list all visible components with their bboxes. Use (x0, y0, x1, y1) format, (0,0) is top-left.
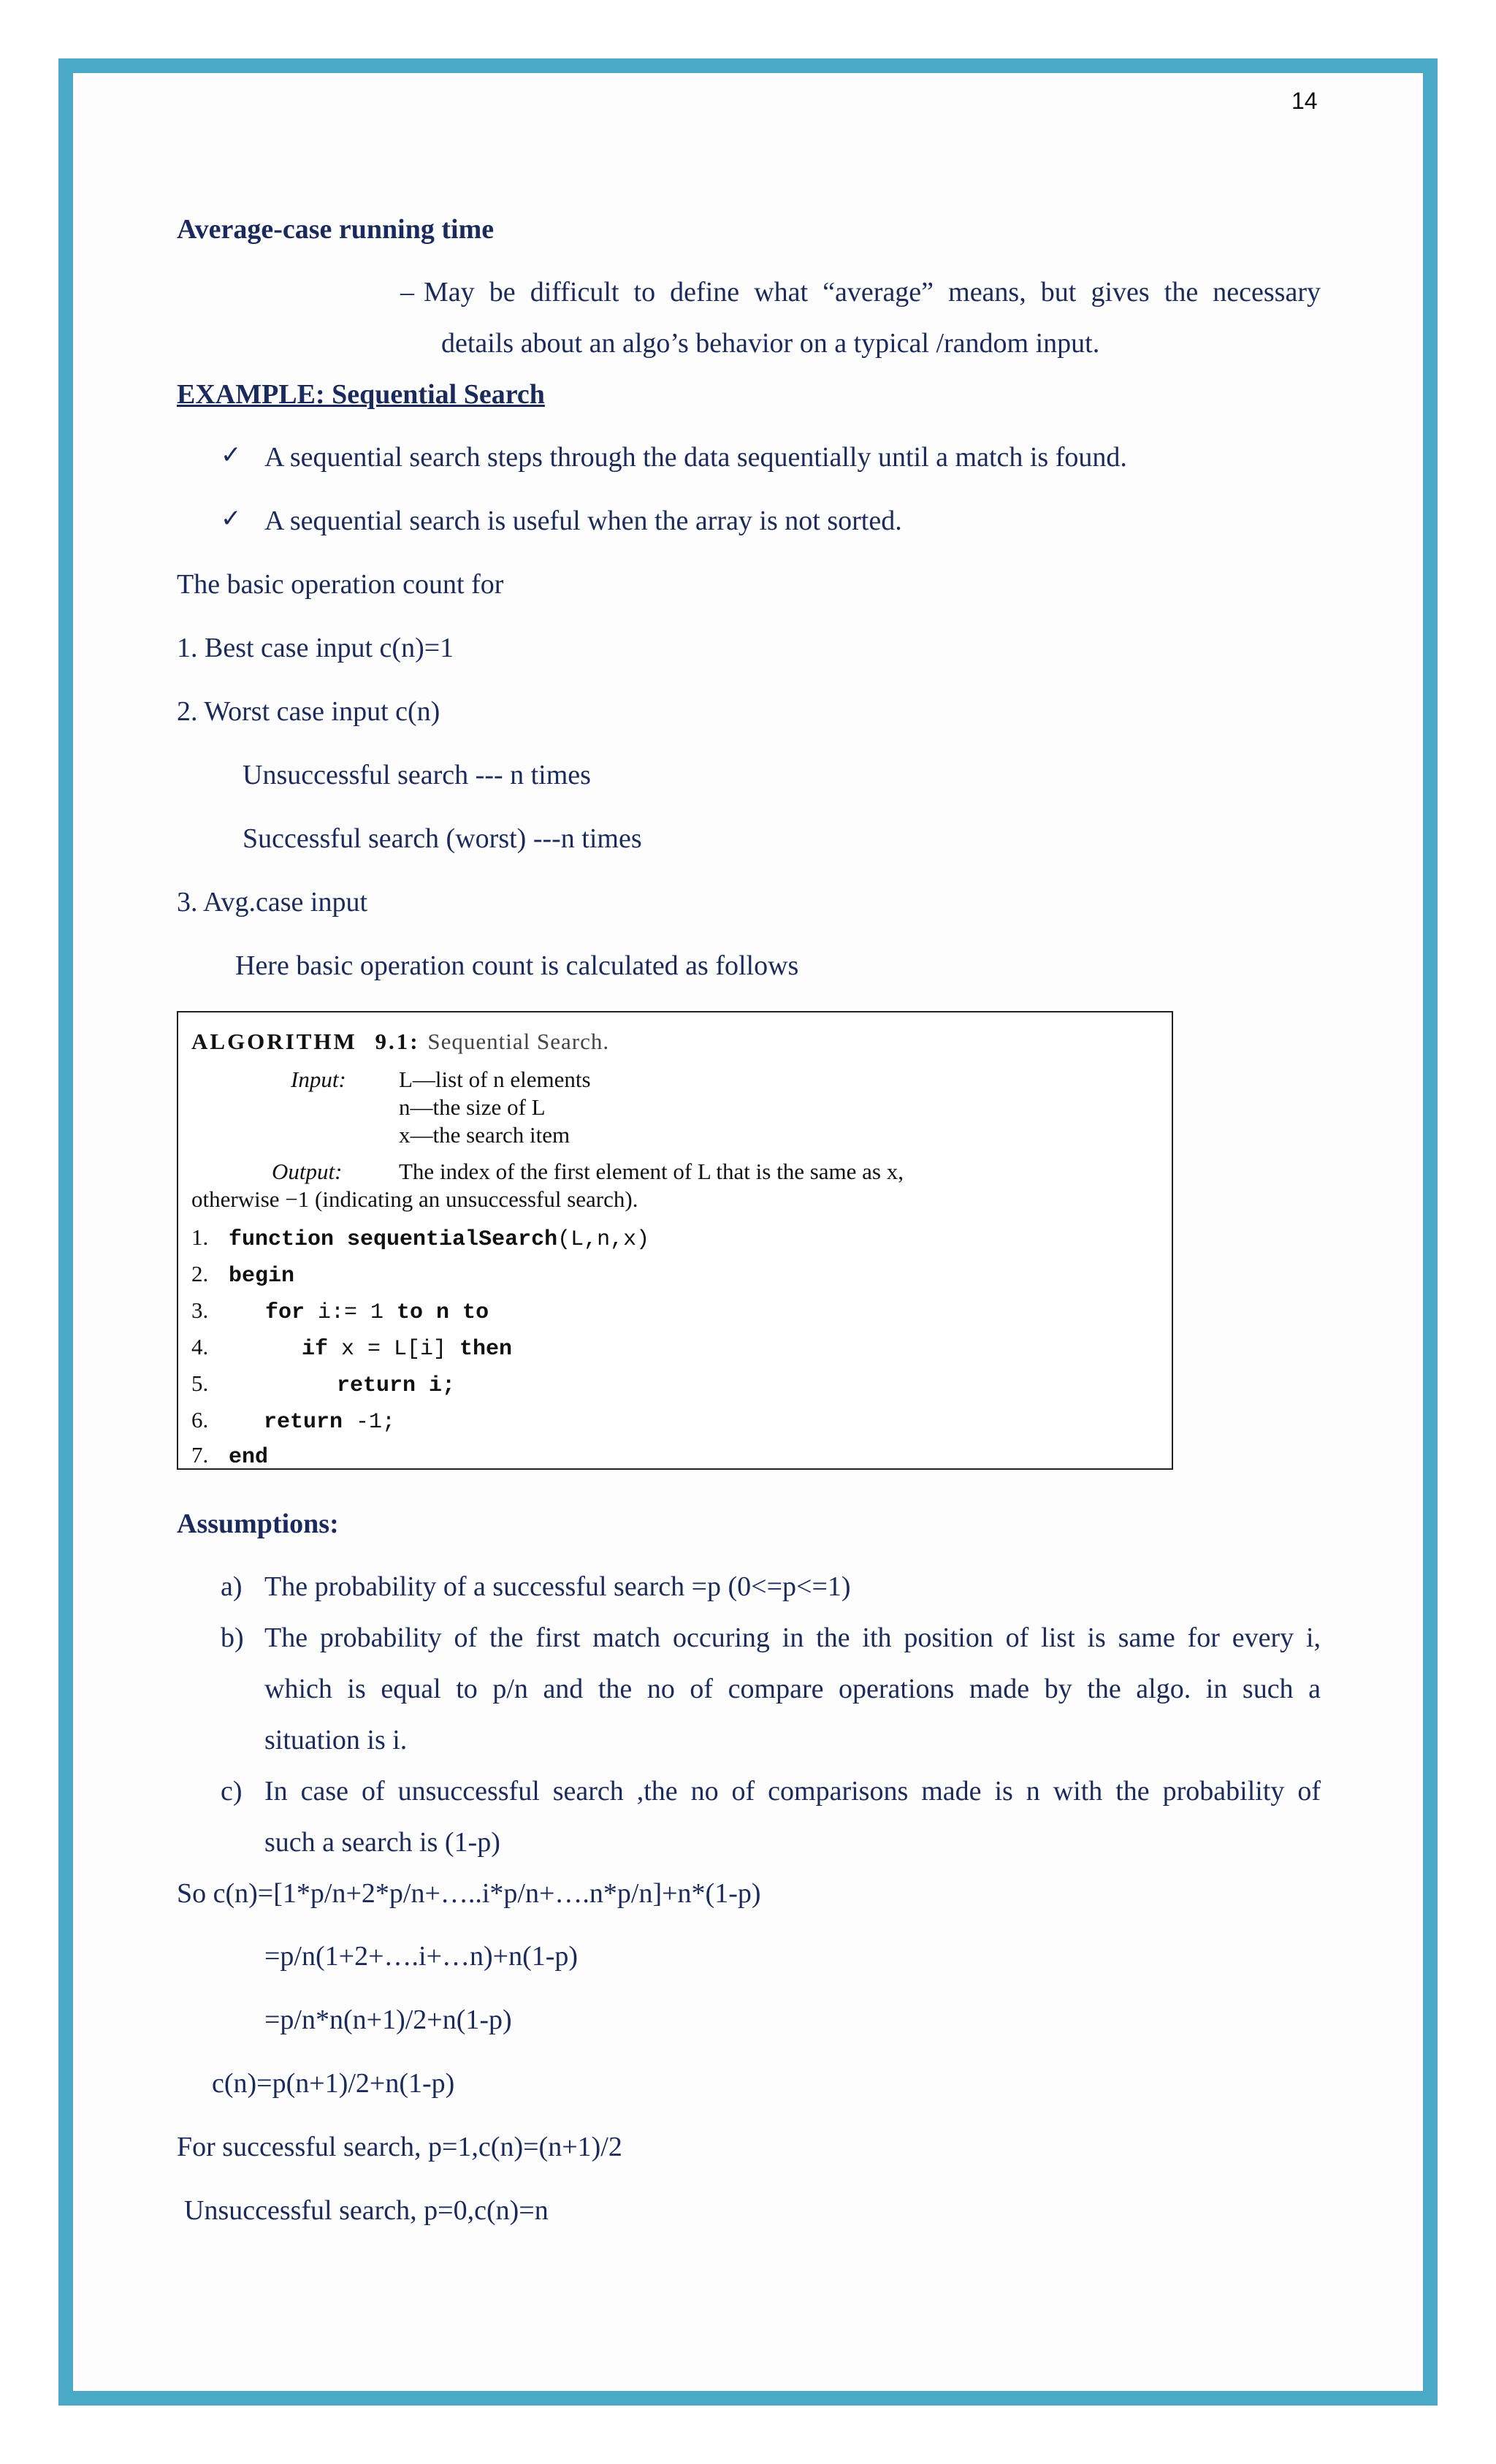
input-line-3: x—the search item (399, 1122, 570, 1148)
avg-case: 3. Avg.case input (177, 887, 368, 918)
assumption-b-line2: which is equal to p/n and the no of compare operations made by the algo. in such a (264, 1674, 1321, 1704)
basic-intro: The basic operation count for (177, 569, 504, 600)
worst-case: 2. Worst case input c(n) (177, 696, 440, 727)
bullet-dash: – (400, 277, 414, 308)
list-marker-b: b) (221, 1622, 244, 1653)
algorithm-name: Sequential Search. (427, 1029, 610, 1054)
code-line (191, 1261, 294, 1289)
code-tail: to n to (397, 1300, 489, 1325)
assumption-c-line2: such a search is (1-p) (264, 1827, 500, 1858)
code-text: -1; (343, 1410, 396, 1435)
assumption-a: The probability of a successful search =p (0<=p<=1) (264, 1571, 851, 1602)
line-number: 7. (191, 1442, 209, 1468)
section-heading: Average-case running time (177, 214, 495, 245)
bullet-text-line2: details about an algo’s behavior on a typical /random input. (441, 328, 1100, 359)
best-case: 1. Best case input c(n)=1 (177, 633, 454, 663)
derivation-result: c(n)=p(n+1)/2+n(1-p) (212, 2068, 455, 2099)
assumptions-heading: Assumptions: (177, 1508, 339, 1539)
code-text: i:= 1 (305, 1300, 397, 1325)
assumption-b-line3: situation is i. (264, 1725, 408, 1755)
code-keyword: for (265, 1300, 305, 1325)
code-keyword: begin (229, 1264, 295, 1289)
check-item-2: A sequential search is useful when the array is not sorted. (264, 506, 902, 536)
code-line (191, 1442, 268, 1470)
output-line-2: otherwise −1 (indicating an unsuccessful search). (191, 1186, 638, 1212)
code-text: x = L[i] (328, 1337, 460, 1362)
successful-result: For successful search, p=1,c(n)=(n+1)/2 (177, 2132, 622, 2162)
code-keyword: function (229, 1227, 335, 1252)
derivation-line-1: So c(n)=[1*p/n+2*p/n+…..i*p/n+….n*p/n]+n*(1-p) (177, 1878, 761, 1909)
code-line (191, 1334, 512, 1362)
derivation-line-2: =p/n(1+2+….i+…n)+n(1-p) (264, 1941, 579, 1972)
algorithm-box (177, 1011, 1173, 1470)
successful-search-line: Successful search (worst) ---n times (243, 823, 642, 854)
code-line (191, 1224, 649, 1252)
page-number: 14 (1291, 88, 1318, 114)
code-keyword: if (302, 1337, 329, 1362)
output-line-1: The index of the first element of L that is the same as x, (399, 1159, 904, 1184)
check-icon: ✓ (221, 440, 242, 470)
line-number: 3. (191, 1297, 209, 1323)
input-label: Input: (291, 1067, 346, 1092)
check-item-1: A sequential search steps through the data sequentially until a match is found. (264, 442, 1127, 473)
check-icon: ✓ (221, 504, 242, 533)
avg-case-description: Here basic operation count is calculated as follows (235, 950, 799, 981)
line-number: 1. (191, 1224, 209, 1250)
assumption-c-line1: In case of unsuccessful search ,the no of comparisons made is n with the probability of (264, 1776, 1321, 1807)
line-number: 5. (191, 1370, 209, 1396)
code-tail: (L,n,x) (557, 1227, 650, 1252)
output-label: Output: (272, 1159, 343, 1184)
bullet-text-line1: May be difficult to define what “average” means, but gives the necessary (424, 277, 1321, 308)
input-line-2: n—the size of L (399, 1094, 546, 1120)
list-marker-c: c) (221, 1776, 243, 1807)
algorithm-label: ALGORITHM (191, 1029, 357, 1054)
list-marker-a: a) (221, 1571, 243, 1602)
code-line (191, 1370, 455, 1398)
derivation-line-3: =p/n*n(n+1)/2+n(1-p) (264, 2005, 512, 2035)
unsuccessful-result: Unsuccessful search, p=0,c(n)=n (184, 2195, 549, 2226)
code-keyword: return (264, 1410, 343, 1435)
code-line (191, 1297, 489, 1325)
input-line-1: L—list of n elements (399, 1067, 591, 1092)
code-keyword: return (337, 1373, 416, 1398)
algorithm-number: 9.1: (375, 1029, 420, 1054)
code-tail: then (459, 1337, 513, 1362)
unsuccessful-search-line: Unsuccessful search --- n times (243, 760, 591, 790)
algorithm-title (191, 1029, 609, 1055)
code-line (191, 1407, 395, 1435)
line-number: 2. (191, 1261, 209, 1286)
line-number: 4. (191, 1334, 209, 1359)
line-number: 6. (191, 1407, 209, 1433)
assumption-b-line1: The probability of the first match occuring in the ith position of list is same for every i, (264, 1622, 1321, 1653)
code-text: sequentialSearch (334, 1227, 558, 1252)
code-text: i; (416, 1373, 456, 1398)
code-keyword: end (229, 1445, 269, 1470)
example-heading: EXAMPLE: Sequential Search (177, 379, 545, 410)
